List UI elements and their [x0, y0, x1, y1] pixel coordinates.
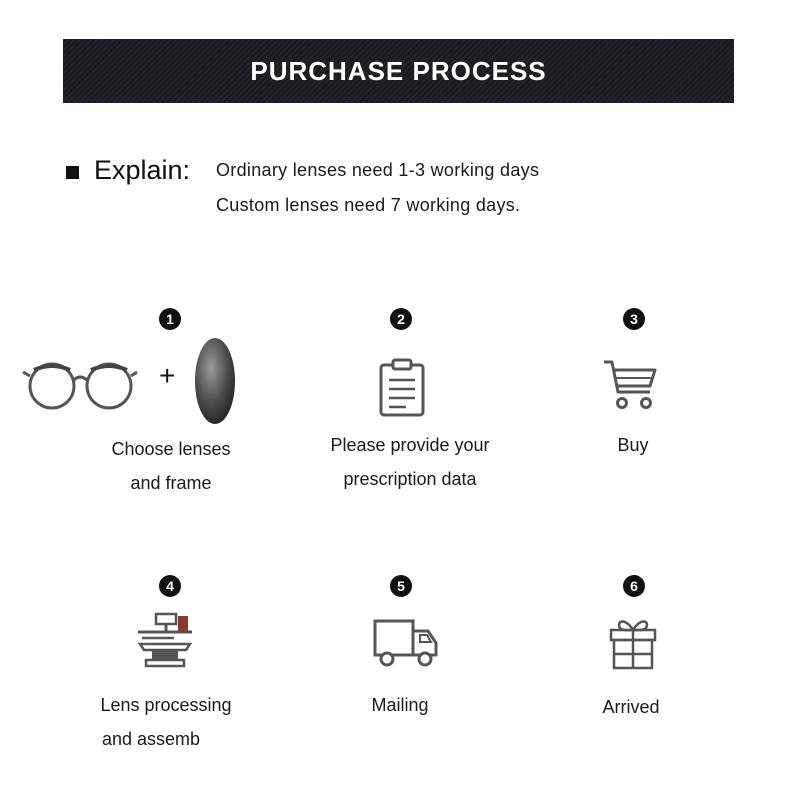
step-2-label-line1: Please provide your: [330, 435, 490, 455]
step-6-badge: 6: [623, 575, 645, 597]
step-1-badge: 1: [159, 308, 181, 330]
step-5-label-line1: Mailing: [371, 695, 429, 715]
page-title: PURCHASE PROCESS: [250, 55, 547, 86]
explain-line-custom: Custom lenses need 7 working days.: [216, 195, 521, 215]
explain-label: Explain:: [94, 155, 191, 185]
explain-line-ordinary: Ordinary lenses need 1-3 working days: [216, 160, 540, 180]
step-3-badge: 3: [623, 308, 645, 330]
step-1-label-line1: Choose lenses: [111, 439, 231, 459]
step-2-label: [290, 428, 530, 496]
glasses-icon: [20, 360, 140, 410]
step-4-label: [46, 688, 286, 756]
step-2-badge: 2: [390, 308, 412, 330]
step-4-badge: 4: [159, 575, 181, 597]
step-6-label: [511, 690, 751, 724]
step-3-label: [513, 428, 753, 462]
step-5-label: [280, 688, 520, 722]
step-2-label-line2: prescription data: [343, 469, 477, 489]
step-4-label-line1: Lens processing: [100, 695, 232, 715]
bullet-square-icon: [66, 166, 79, 179]
step-5-badge: 5: [390, 575, 412, 597]
delivery-truck-icon: [372, 617, 440, 669]
step-6-label-line1: Arrived: [602, 697, 660, 717]
lens-machine-icon: [134, 612, 196, 670]
step-1-label-line2: and frame: [130, 473, 212, 493]
step-1-label: [51, 432, 291, 500]
header-banner: [63, 39, 734, 103]
step-3-label-line1: Buy: [617, 435, 649, 455]
lens-icon: [193, 336, 237, 426]
plus-icon: +: [159, 360, 176, 391]
step-4-label-line2: and assemb: [102, 729, 201, 749]
shopping-cart-icon: [602, 358, 658, 412]
gift-icon: [608, 616, 658, 672]
clipboard-icon: [378, 358, 426, 418]
